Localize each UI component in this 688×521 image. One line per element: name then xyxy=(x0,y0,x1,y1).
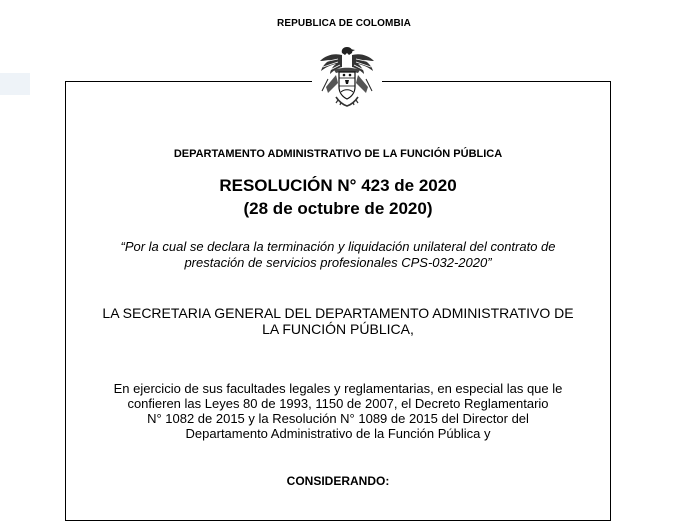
faculties-line: En ejercicio de sus facultades legales y reglamentarias, en especial las que le xyxy=(113,381,563,396)
resolution-date: (28 de octubre de 2020) xyxy=(243,199,433,218)
coat-of-arms-icon xyxy=(312,43,382,113)
subject-line: prestación de servicios profesionales CPS-032-2020” xyxy=(184,255,492,270)
side-panel-tab[interactable] xyxy=(0,73,30,95)
department-name: DEPARTAMENTO ADMINISTRATIVO DE LA FUNCIÓN PÚBLICA xyxy=(173,148,503,160)
considerando-heading: CONSIDERANDO: xyxy=(286,474,390,488)
issuing-authority xyxy=(65,305,611,337)
authority-line: LA SECRETARIA GENERAL DEL DEPARTAMENTO ADMINISTRATIVO DE xyxy=(102,305,574,321)
document-frame xyxy=(65,81,611,521)
faculties-line: Departamento Administrativo de la Función Pública y xyxy=(185,426,491,441)
resolution-subject xyxy=(65,239,611,271)
subject-line: “Por la cual se declara la terminación y liquidación unilateral del contrato de xyxy=(120,239,556,254)
authority-line: LA FUNCIÓN PÚBLICA, xyxy=(262,321,414,337)
faculties-line: N° 1082 de 2015 y la Resolución N° 1089 de 2015 del Director del xyxy=(147,411,529,426)
country-header: REPUBLICA DE COLOMBIA xyxy=(277,18,411,29)
legal-faculties-paragraph xyxy=(65,381,611,441)
faculties-line: confieren las Leyes 80 de 1993, 1150 de 2007, el Decreto Reglamentario xyxy=(127,396,549,411)
resolution-title: RESOLUCIÓN N° 423 de 2020 xyxy=(219,176,457,195)
